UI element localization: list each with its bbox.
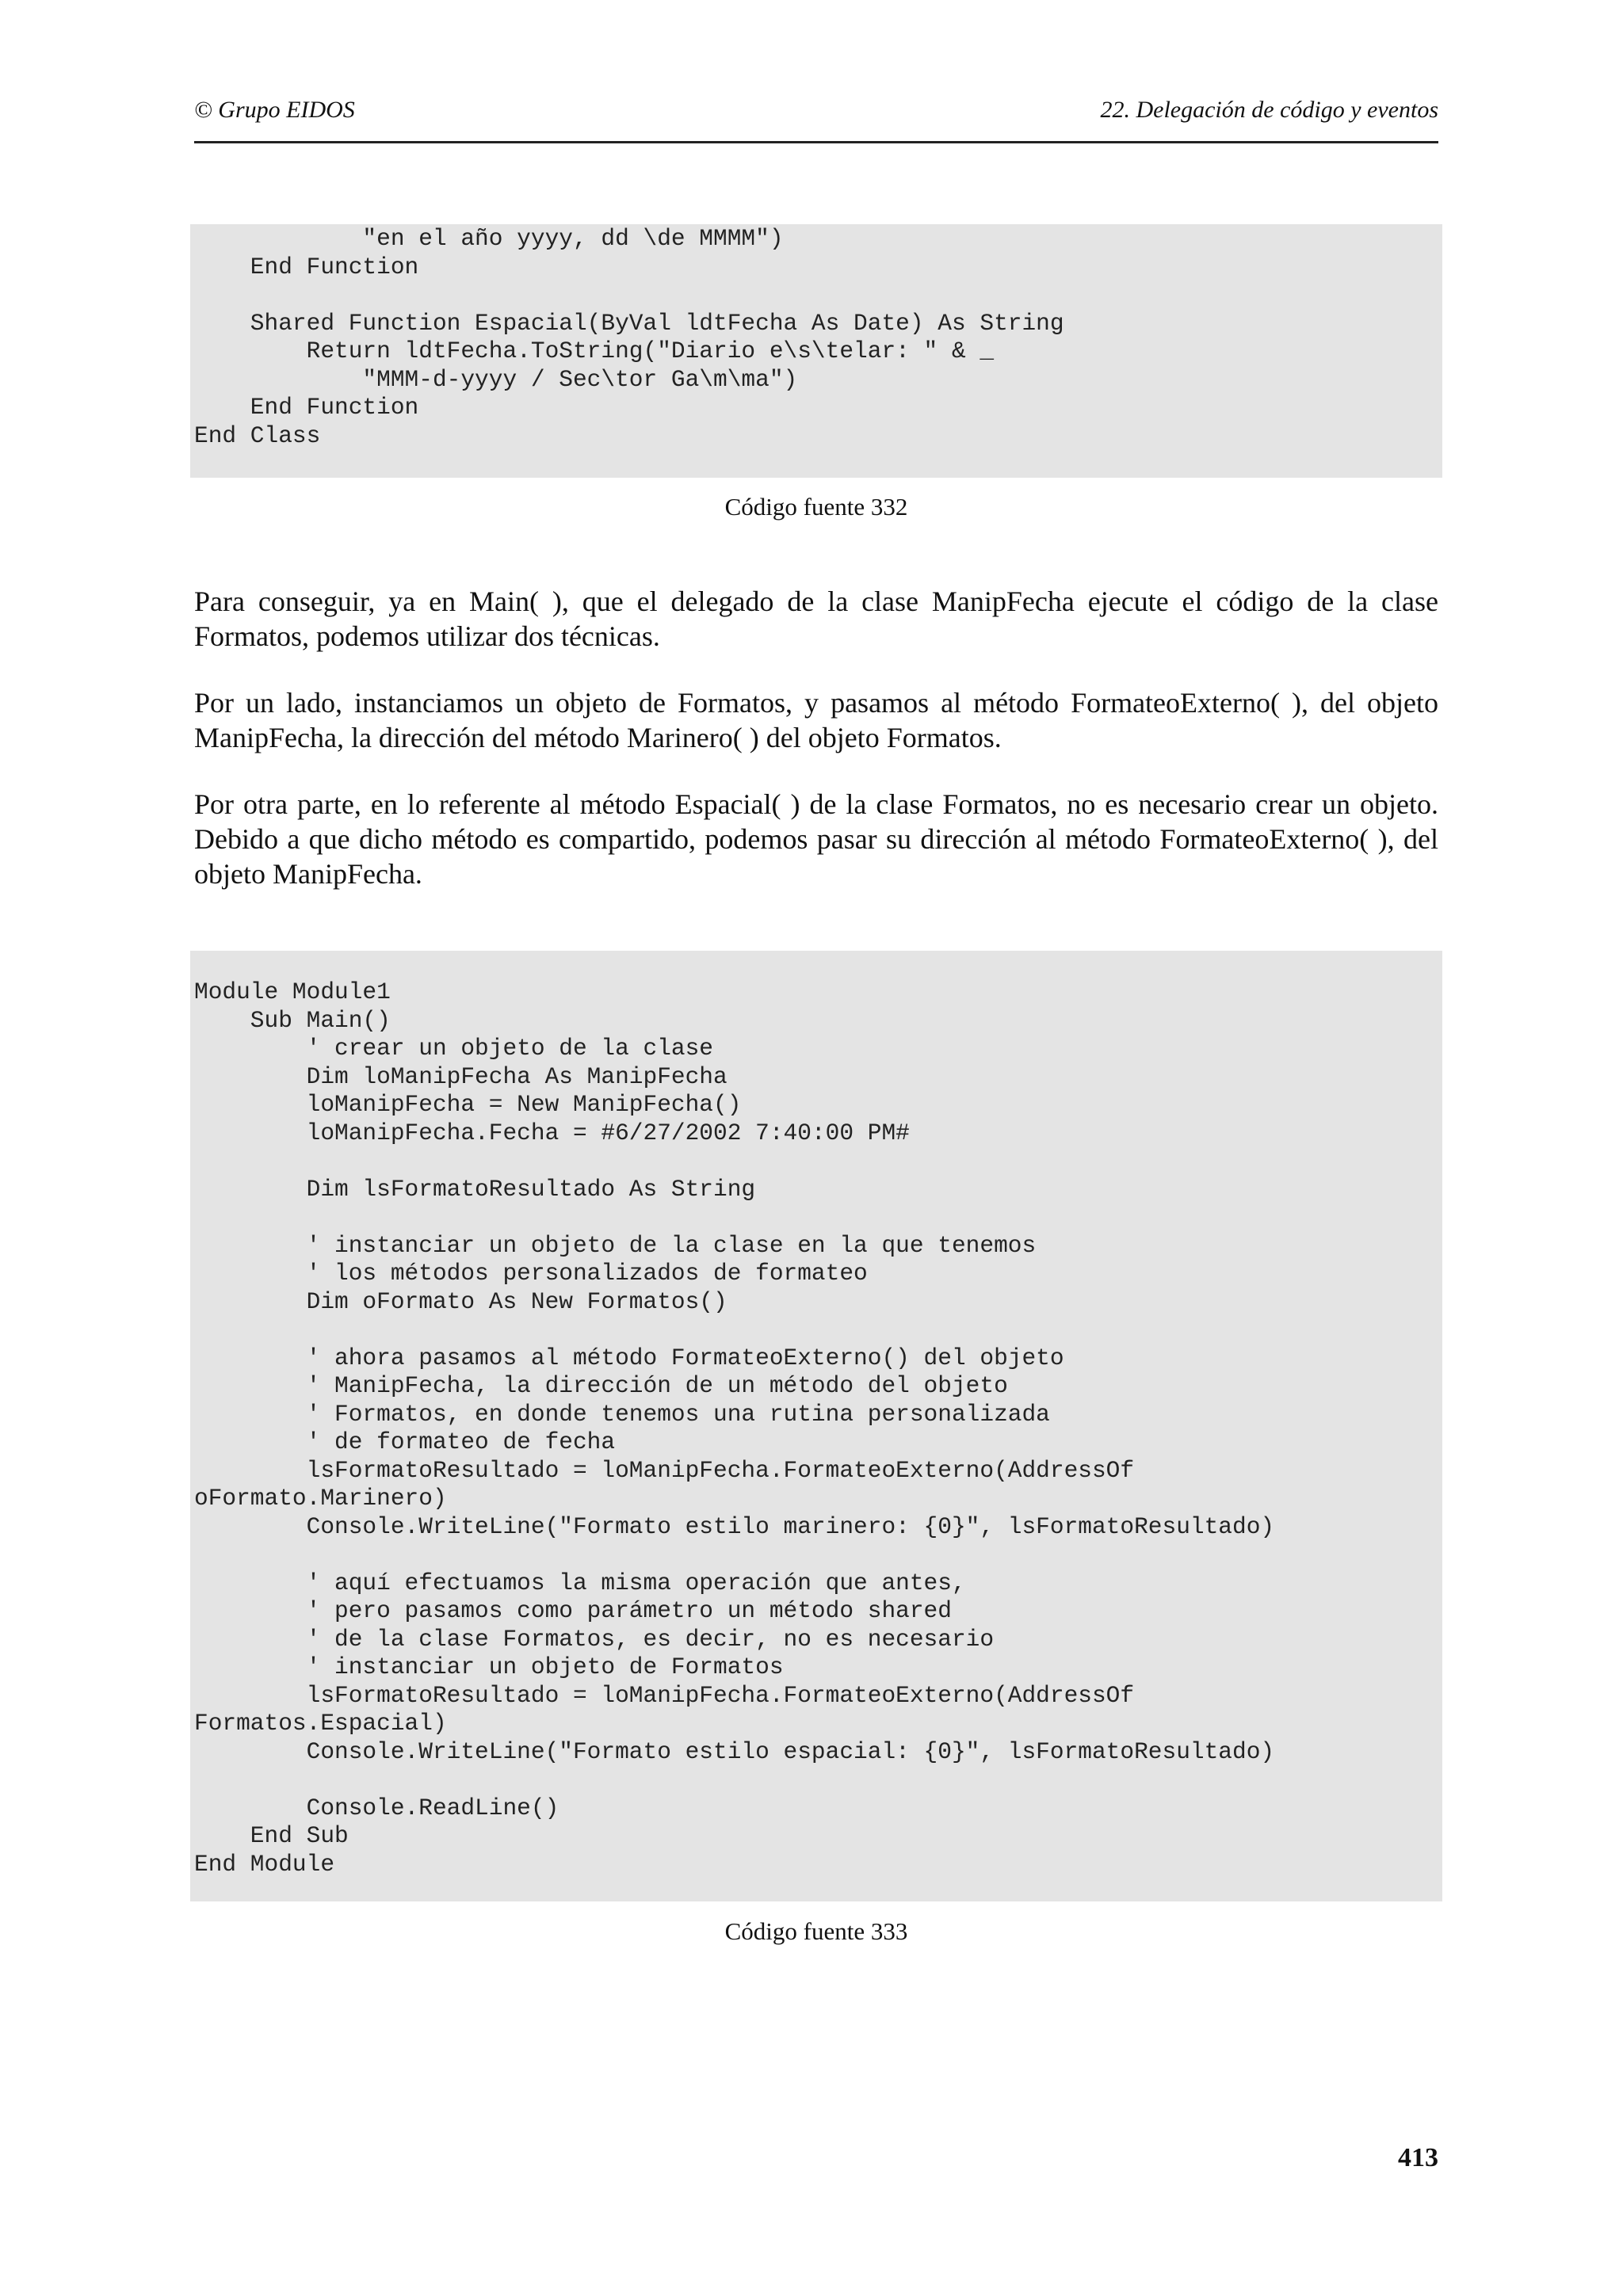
code-listing-332 — [190, 224, 1442, 478]
code-listing-333 — [190, 951, 1442, 1901]
body-paragraph: Para conseguir, ya en Main( ), que el delegado de la clase ManipFecha ejecute el código de la clase Formatos, podemos utilizar dos técnicas. — [194, 585, 1438, 652]
page-header — [194, 93, 1438, 143]
code-caption-333: Código fuente 333 — [724, 1917, 908, 1945]
page-number: 413 — [1398, 2143, 1438, 2172]
body-paragraph: Por un lado, instanciamos un objeto de Formatos, y pasamos al método FormateoExterno( ), del objeto ManipFecha, la dirección del método Marinero( ) del objeto Formatos. — [194, 687, 1438, 753]
header-publisher: © Grupo EIDOS — [194, 97, 355, 123]
body-paragraph: Por otra parte, en lo referente al método Espacial( ) de la clase Formatos, no es necesario crear un objeto. Debido a que dicho método es compartido, podemos pasar su dirección al método FormateoExterno( ), del objeto ManipFecha. — [194, 788, 1438, 890]
header-chapter-title: 22. Delegación de código y eventos — [1100, 97, 1438, 123]
code-text: "en el año yyyy, dd \de MMMM") End Function Shared Function Espacial(ByVal ldtFecha As Date) As String Return ldtFecha.ToString("Diario e\s\telar: " & _ "MMM-d-yyyy / Sec\tor Ga\m\ma") End Function End Class — [194, 225, 1064, 449]
code-caption-332: Código fuente 332 — [724, 493, 908, 521]
code-text: Module Module1 Sub Main() ' crear un objeto de la clase Dim loManipFecha As ManipFecha loManipFecha = New ManipFecha() loManipFecha.Fecha = #6/27/2002 7:40:00 PM# Dim lsFormatoResultado As String ' instanciar un objeto de la clase en la que tenemos ' los métodos personalizados de formateo Dim oFormato As New Formatos() ' ahora pasamos al método FormateoExterno() del objeto ' ManipFecha, la dirección de un método del objeto ' Formatos, en donde tenemos una rutina personalizada ' de formateo de fecha lsFormatoResultado = loManipFecha.FormateoExterno(AddressOf oFormato.Marinero) Console.WriteLine("Formato estilo marinero: {0}", lsFormatoResultado) ' aquí efectuamos la misma operación que antes, ' pero pasamos como parámetro un método shared ' de la clase Formatos, es decir, no es necesario ' instanciar un objeto de Formatos lsFormatoResultado = loManipFecha.FormateoExterno(AddressOf Formatos.Espacial) Console.WriteLine("Formato estilo espacial: {0}", lsFormatoResultado) Console.ReadLine() End Sub End Module — [194, 978, 1275, 1878]
